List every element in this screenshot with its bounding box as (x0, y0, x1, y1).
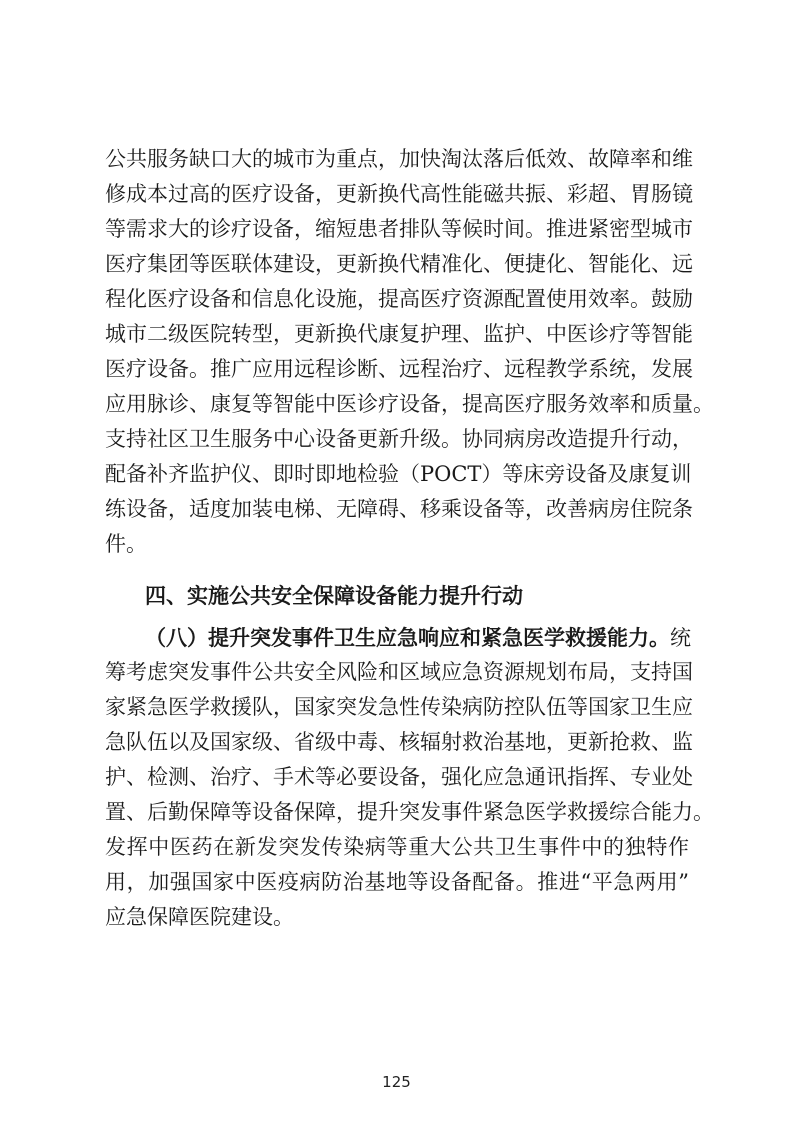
text-line: 支持社区卫生服务中心设备更新升级。协同病房改造提升行动， (105, 427, 693, 451)
lead-continuation: 统 (670, 626, 691, 650)
text-line: 应急保障医院建设。 (105, 905, 294, 929)
paragraph-lead-line (145, 624, 689, 651)
text-line: 件。 (105, 532, 147, 556)
text-line: 家紧急医学救援队，国家突发急性传染病防控队伍等国家卫生应 (105, 695, 693, 719)
text-line: 用，加强国家中医疫病防治基地等设备配备。推进“平急两用” (105, 870, 689, 894)
text-line: 公共服务缺口大的城市为重点，加快淘汰落后低效、故障率和维 (105, 147, 693, 171)
subsection-title: （八）提升突发事件卫生应急响应和紧急医学救援能力。 (145, 625, 670, 650)
text-line: 城市二级医院转型，更新换代康复护理、监护、中医诊疗等智能 (105, 322, 693, 346)
text-line: 急队伍以及国家级、省级中毒、核辐射救治基地，更新抢救、监 (105, 730, 693, 754)
section-heading: 四、实施公共安全保障设备能力提升行动 (145, 584, 523, 608)
page-number: 125 (382, 1073, 411, 1091)
text-line: 发挥中医药在新发突发传染病等重大公共卫生事件中的独特作 (105, 835, 689, 859)
text-line: 医疗设备。推广应用远程诊断、远程治疗、远程教学系统，发展 (105, 357, 693, 381)
text-line: 筹考虑突发事件公共安全风险和区域应急资源规划布局，支持国 (105, 660, 693, 684)
text-line: 配备补齐监护仪、即时即地检验（POCT）等床旁设备及康复训 (105, 462, 692, 486)
text-line: 医疗集团等医联体建设，更新换代精准化、便捷化、智能化、远 (105, 252, 693, 276)
text-line: 程化医疗设备和信息化设施，提高医疗资源配置使用效率。鼓励 (105, 287, 693, 311)
text-line: 置、后勤保障等设备保障，提升突发事件紧急医学救援综合能力。 (105, 800, 714, 824)
text-line: 应用脉诊、康复等智能中医诊疗设备，提高医疗服务效率和质量。 (105, 392, 714, 416)
text-line: 等需求大的诊疗设备，缩短患者排队等候时间。推进紧密型城市 (105, 217, 693, 241)
text-line: 练设备，适度加装电梯、无障碍、移乘设备等，改善病房住院条 (105, 497, 693, 521)
text-line: 修成本过高的医疗设备，更新换代高性能磁共振、彩超、胃肠镜 (105, 182, 693, 206)
text-line: 护、检测、治疗、手术等必要设备，强化应急通讯指挥、专业处 (105, 765, 693, 789)
